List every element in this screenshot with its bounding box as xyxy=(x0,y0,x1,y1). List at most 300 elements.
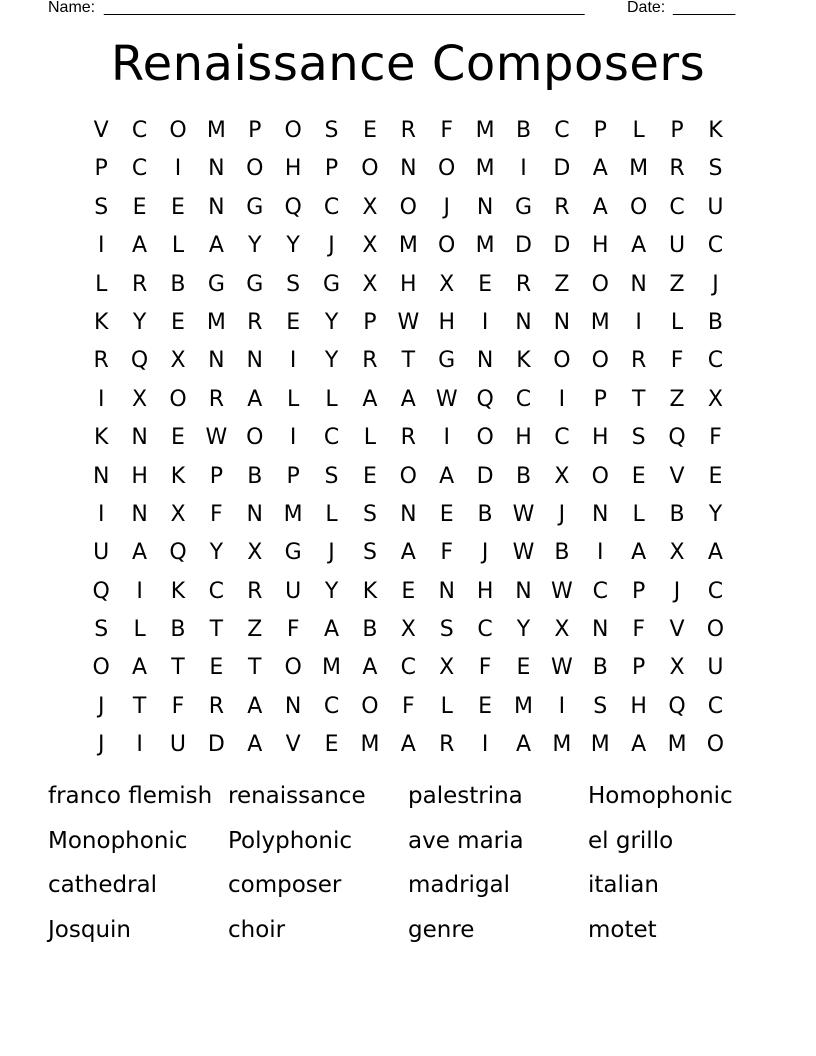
grid-letter: S xyxy=(324,463,339,489)
grid-letter: V xyxy=(669,617,685,643)
grid-letter: Z xyxy=(247,617,263,643)
grid-letter: P xyxy=(632,578,646,604)
grid-letter: B xyxy=(707,309,723,335)
grid-letter: X xyxy=(707,386,723,412)
grid-letter: G xyxy=(246,194,264,220)
grid-letter: C xyxy=(592,578,608,604)
grid-letter: I xyxy=(481,732,489,758)
grid-letter: Y xyxy=(708,501,723,527)
grid-row xyxy=(82,227,734,265)
grid-letter: R xyxy=(131,271,148,297)
grid-letter: N xyxy=(630,271,647,297)
grid-letter: W xyxy=(551,655,573,681)
grid-letter: R xyxy=(208,693,225,719)
grid-letter: O xyxy=(92,655,110,681)
grid-letter: H xyxy=(515,425,532,451)
grid-letter: I xyxy=(520,156,527,182)
name-blank-line: ______________________________________________________ xyxy=(104,0,585,16)
grid-letter: N xyxy=(131,501,148,527)
grid-letter: Z xyxy=(554,271,570,297)
grid-letter: R xyxy=(631,348,647,374)
grid-row xyxy=(82,611,734,649)
grid-letter: Q xyxy=(92,578,110,604)
grid-letter: K xyxy=(93,309,109,335)
grid-letter: J xyxy=(97,693,105,719)
grid-letter: X xyxy=(669,540,685,566)
grid-letter: O xyxy=(284,118,302,143)
grid-letter: J xyxy=(481,540,489,566)
grid-letter: X xyxy=(170,501,186,527)
grid-letter: J xyxy=(558,501,566,527)
grid-letter: H xyxy=(438,309,455,335)
grid-letter: M xyxy=(206,309,226,335)
grid-letter: V xyxy=(285,732,301,758)
grid-row xyxy=(82,534,734,572)
grid-letter: F xyxy=(440,118,454,143)
grid-letter: W xyxy=(512,540,535,566)
grid-letter: Y xyxy=(516,617,531,643)
grid-letter: I xyxy=(558,693,566,719)
grid-letter: C xyxy=(669,194,685,220)
grid-letter: L xyxy=(287,386,300,412)
word-list-item: renaissance xyxy=(228,783,366,809)
grid-letter: T xyxy=(171,655,185,681)
grid-row xyxy=(82,726,734,764)
grid-letter: R xyxy=(208,386,225,412)
grid-letter: X xyxy=(362,271,378,297)
grid-letter: S xyxy=(286,271,301,297)
grid-letter: R xyxy=(362,348,378,374)
grid-letter: L xyxy=(95,271,108,297)
grid-letter: L xyxy=(632,118,645,143)
grid-letter: E xyxy=(209,655,224,681)
grid-letter: R xyxy=(400,118,416,143)
grid-letter: B xyxy=(515,463,532,489)
grid-letter: B xyxy=(554,540,570,566)
grid-letter: L xyxy=(440,693,453,719)
grid-letter: L xyxy=(670,309,684,335)
grid-letter: J xyxy=(673,578,681,604)
grid-letter: N xyxy=(92,463,110,489)
grid-letter: S xyxy=(324,118,339,143)
grid-letter: O xyxy=(169,386,187,412)
word-list xyxy=(48,776,768,954)
grid-letter: Q xyxy=(668,425,686,451)
grid-letter: K xyxy=(708,118,723,143)
grid-letter: O xyxy=(169,118,187,143)
grid-letter: A xyxy=(592,194,608,220)
grid-letter: I xyxy=(481,309,489,335)
grid-letter: M xyxy=(629,156,649,182)
grid-letter: K xyxy=(170,578,186,604)
grid-letter: B xyxy=(170,271,186,297)
grid-row xyxy=(82,266,734,304)
date-blank-line: _______ xyxy=(673,0,736,16)
word-list-item: cathedral xyxy=(48,872,158,899)
grid-letter: C xyxy=(323,693,340,719)
grid-letter: E xyxy=(362,118,377,143)
grid-letter: M xyxy=(590,732,610,758)
grid-letter: P xyxy=(632,655,646,681)
grid-letter: Q xyxy=(476,386,494,412)
grid-letter: S xyxy=(94,617,109,643)
grid-letter: U xyxy=(93,540,110,566)
word-list-item: madrigal xyxy=(408,872,511,899)
grid-letter: A xyxy=(515,732,532,758)
grid-letter: I xyxy=(597,540,604,566)
grid-letter: N xyxy=(284,693,302,719)
grid-letter: N xyxy=(592,617,609,643)
grid-letter: B xyxy=(592,655,608,681)
grid-letter: N xyxy=(131,425,148,451)
grid-letter: I xyxy=(174,156,182,182)
grid-letter: G xyxy=(246,271,264,297)
grid-letter: G xyxy=(284,540,302,566)
grid-letter: Y xyxy=(324,309,339,335)
grid-letter: W xyxy=(512,501,535,527)
date-label: Date: xyxy=(627,0,666,16)
grid-letter: B xyxy=(362,617,378,643)
grid-letter: F xyxy=(171,693,185,719)
grid-letter: A xyxy=(362,655,378,681)
grid-letter: H xyxy=(592,233,609,259)
grid-row xyxy=(82,458,734,496)
grid-letter: Q xyxy=(668,693,686,719)
grid-letter: A xyxy=(247,732,263,758)
grid-letter: A xyxy=(400,386,416,412)
grid-letter: B xyxy=(247,463,263,489)
grid-letter: M xyxy=(667,732,687,758)
grid-letter: X xyxy=(132,386,148,412)
grid-letter: E xyxy=(324,732,339,758)
grid-letter: U xyxy=(707,655,724,681)
grid-letter: D xyxy=(553,156,571,182)
grid-letter: Z xyxy=(669,386,685,412)
grid-letter: P xyxy=(209,463,223,489)
grid-letter: M xyxy=(552,732,572,758)
grid-letter: F xyxy=(709,425,722,451)
grid-letter: O xyxy=(361,156,379,182)
grid-letter: R xyxy=(439,732,455,758)
grid-letter: B xyxy=(170,617,186,643)
grid-letter: Q xyxy=(130,348,149,374)
grid-letter: I xyxy=(635,309,642,335)
grid-letter: O xyxy=(361,693,379,719)
letter-grid xyxy=(82,112,734,765)
grid-letter: A xyxy=(400,732,416,758)
grid-letter: E xyxy=(516,655,531,681)
grid-letter: N xyxy=(246,501,263,527)
grid-letter: F xyxy=(478,655,492,681)
grid-letter: V xyxy=(669,463,685,489)
grid-letter: U xyxy=(707,194,724,220)
header xyxy=(48,0,748,20)
grid-letter: U xyxy=(169,732,187,758)
grid-letter: X xyxy=(400,617,416,643)
grid-row xyxy=(82,649,734,687)
grid-letter: A xyxy=(631,233,647,259)
grid-letter: T xyxy=(132,693,147,719)
grid-letter: A xyxy=(439,463,455,489)
grid-letter: A xyxy=(208,233,224,259)
grid-letter: S xyxy=(362,501,377,527)
grid-letter: C xyxy=(707,233,724,259)
grid-letter: N xyxy=(208,348,225,374)
grid-letter: R xyxy=(247,309,263,335)
grid-letter: T xyxy=(401,348,416,374)
grid-letter: I xyxy=(443,425,450,451)
grid-row xyxy=(82,381,734,419)
grid-letter: N xyxy=(208,156,225,182)
grid-letter: T xyxy=(209,617,224,643)
grid-letter: X xyxy=(554,463,570,489)
grid-letter: P xyxy=(670,118,684,143)
grid-letter: R xyxy=(669,156,685,182)
grid-letter: Y xyxy=(209,540,224,566)
grid-letter: F xyxy=(286,617,300,643)
grid-letter: P xyxy=(324,156,339,182)
grid-letter: A xyxy=(324,617,340,643)
word-list-item: Homophonic xyxy=(588,783,733,809)
grid-letter: S xyxy=(362,540,377,566)
grid-letter: X xyxy=(362,233,378,259)
grid-letter: A xyxy=(132,540,148,566)
grid-letter: O xyxy=(476,425,494,451)
grid-letter: L xyxy=(171,233,185,259)
grid-letter: J xyxy=(443,194,450,220)
grid-letter: E xyxy=(132,194,147,220)
grid-letter: A xyxy=(707,540,723,566)
grid-letter: F xyxy=(440,540,454,566)
grid-letter: F xyxy=(210,501,223,527)
grid-letter: R xyxy=(515,271,532,297)
word-list-item: franco flemish xyxy=(48,783,213,809)
grid-letter: L xyxy=(632,501,645,527)
grid-letter: O xyxy=(591,271,609,297)
grid-letter: U xyxy=(669,233,686,259)
grid-letter: S xyxy=(94,194,109,220)
grid-letter: P xyxy=(593,118,607,143)
grid-letter: C xyxy=(707,348,724,374)
grid-letter: H xyxy=(284,156,302,182)
grid-letter: R xyxy=(554,194,570,220)
grid-letter: P xyxy=(248,118,262,143)
grid-letter: E xyxy=(401,578,416,604)
grid-letter: Q xyxy=(284,194,302,220)
grid-letter: C xyxy=(515,386,532,412)
grid-letter: G xyxy=(514,194,533,220)
grid-letter: O xyxy=(438,156,456,182)
name-label: Name: xyxy=(48,0,96,16)
grid-letter: M xyxy=(283,501,303,527)
grid-letter: G xyxy=(207,271,225,297)
grid-letter: N xyxy=(515,578,532,604)
grid-letter: I xyxy=(558,386,566,412)
word-list-item: choir xyxy=(228,916,286,943)
grid-letter: C xyxy=(131,118,148,143)
grid-letter: G xyxy=(323,271,341,297)
grid-letter: O xyxy=(246,425,264,451)
grid-letter: R xyxy=(400,425,416,451)
grid-letter: F xyxy=(670,348,684,374)
grid-letter: D xyxy=(553,233,571,259)
grid-letter: B xyxy=(515,118,532,143)
grid-letter: C xyxy=(400,655,416,681)
grid-letter: T xyxy=(631,386,646,412)
grid-letter: U xyxy=(285,578,302,604)
grid-letter: L xyxy=(325,501,338,527)
grid-letter: X xyxy=(170,348,186,374)
word-list-item: genre xyxy=(408,916,475,943)
grid-letter: A xyxy=(631,540,647,566)
grid-row xyxy=(82,573,734,611)
grid-letter: M xyxy=(590,309,610,335)
grid-letter: K xyxy=(362,578,378,604)
grid-letter: X xyxy=(554,617,570,643)
grid-letter: O xyxy=(591,348,609,374)
grid-letter: B xyxy=(669,501,685,527)
grid-letter: W xyxy=(551,578,573,604)
grid-letter: C xyxy=(208,578,225,604)
grid-letter: J xyxy=(97,732,105,758)
word-list-item: motet xyxy=(588,916,657,943)
grid-letter: O xyxy=(591,463,609,489)
grid-letter: A xyxy=(592,156,608,182)
grid-letter: Z xyxy=(669,271,685,297)
grid-letter: H xyxy=(131,463,148,489)
grid-letter: E xyxy=(171,309,185,335)
grid-letter: E xyxy=(286,309,301,335)
grid-letter: S xyxy=(439,617,454,643)
grid-letter: I xyxy=(289,425,297,451)
grid-letter: H xyxy=(592,425,609,451)
grid-letter: O xyxy=(246,156,264,182)
grid-letter: A xyxy=(400,540,416,566)
grid-letter: E xyxy=(478,271,493,297)
grid-letter: X xyxy=(439,271,455,297)
grid-letter: M xyxy=(322,655,342,681)
grid-letter: O xyxy=(284,655,302,681)
grid-letter: E xyxy=(631,463,646,489)
grid-letter: N xyxy=(438,578,455,604)
grid-letter: I xyxy=(136,732,143,758)
grid-letter: F xyxy=(632,617,645,643)
grid-letter: C xyxy=(707,693,724,719)
grid-letter: I xyxy=(97,233,105,259)
grid-letter: C xyxy=(554,118,570,143)
grid-letter: M xyxy=(514,693,533,719)
word-list-item: composer xyxy=(228,872,342,899)
grid-letter: R xyxy=(247,578,263,604)
grid-letter: A xyxy=(362,386,378,412)
grid-letter: E xyxy=(478,693,493,719)
grid-letter: M xyxy=(360,732,380,758)
grid-row xyxy=(82,112,734,150)
grid-letter: S xyxy=(631,425,646,451)
page-title: Renaissance Composers xyxy=(110,36,706,92)
grid-letter: N xyxy=(515,309,532,335)
grid-letter: N xyxy=(400,501,417,527)
grid-letter: L xyxy=(325,386,338,412)
grid-letter: C xyxy=(707,578,724,604)
grid-letter: I xyxy=(97,386,105,412)
grid-letter: W xyxy=(397,309,420,335)
grid-letter: S xyxy=(708,156,723,182)
grid-letter: E xyxy=(439,501,454,527)
grid-letter: P xyxy=(286,463,300,489)
grid-letter: V xyxy=(93,118,109,143)
word-list-item: Josquin xyxy=(48,916,131,943)
grid-letter: A xyxy=(631,732,647,758)
grid-letter: I xyxy=(136,578,143,604)
grid-letter: J xyxy=(328,540,335,566)
grid-letter: E xyxy=(708,463,723,489)
grid-row xyxy=(82,419,734,457)
grid-letter: E xyxy=(171,425,185,451)
grid-letter: X xyxy=(669,655,685,681)
grid-letter: O xyxy=(553,348,571,374)
grid-letter: M xyxy=(398,233,418,259)
grid-letter: A xyxy=(132,655,148,681)
grid-letter: H xyxy=(476,578,494,604)
grid-row xyxy=(82,304,734,342)
grid-letter: O xyxy=(399,194,417,220)
grid-letter: D xyxy=(476,463,494,489)
grid-letter: A xyxy=(247,693,263,719)
grid-letter: K xyxy=(170,463,186,489)
grid-letter: Y xyxy=(324,348,339,374)
word-list-item: el grillo xyxy=(588,827,674,854)
grid-letter: J xyxy=(328,233,335,259)
grid-letter: Y xyxy=(132,309,147,335)
grid-letter: N xyxy=(476,194,494,220)
grid-letter: G xyxy=(438,348,456,374)
grid-letter: N xyxy=(400,156,417,182)
grid-letter: S xyxy=(593,693,608,719)
grid-letter: P xyxy=(593,386,607,412)
word-list-item: Monophonic xyxy=(48,827,188,854)
grid-letter: W xyxy=(435,386,458,412)
grid-letter: D xyxy=(515,233,532,259)
grid-letter: T xyxy=(248,655,262,681)
grid-letter: J xyxy=(712,271,719,297)
grid-letter: M xyxy=(475,233,495,259)
grid-letter: P xyxy=(94,156,108,182)
grid-letter: N xyxy=(592,501,609,527)
grid-letter: K xyxy=(516,348,531,374)
grid-letter: P xyxy=(363,309,377,335)
grid-letter: A xyxy=(247,386,263,412)
grid-row xyxy=(82,342,734,380)
grid-row xyxy=(82,496,734,534)
grid-row xyxy=(82,189,734,227)
grid-letter: R xyxy=(93,348,109,374)
grid-letter: C xyxy=(323,194,340,220)
grid-letter: E xyxy=(362,463,377,489)
grid-letter: Y xyxy=(248,233,262,259)
grid-letter: C xyxy=(554,425,570,451)
grid-letter: Y xyxy=(324,578,339,604)
word-list-item: ave maria xyxy=(408,827,524,854)
grid-letter: A xyxy=(132,233,148,259)
grid-letter: M xyxy=(475,156,495,182)
grid-letter: C xyxy=(477,617,493,643)
grid-row xyxy=(82,688,734,726)
grid-letter: H xyxy=(400,271,417,297)
grid-letter: Y xyxy=(286,233,300,259)
grid-letter: N xyxy=(246,348,263,374)
grid-letter: O xyxy=(438,233,456,259)
